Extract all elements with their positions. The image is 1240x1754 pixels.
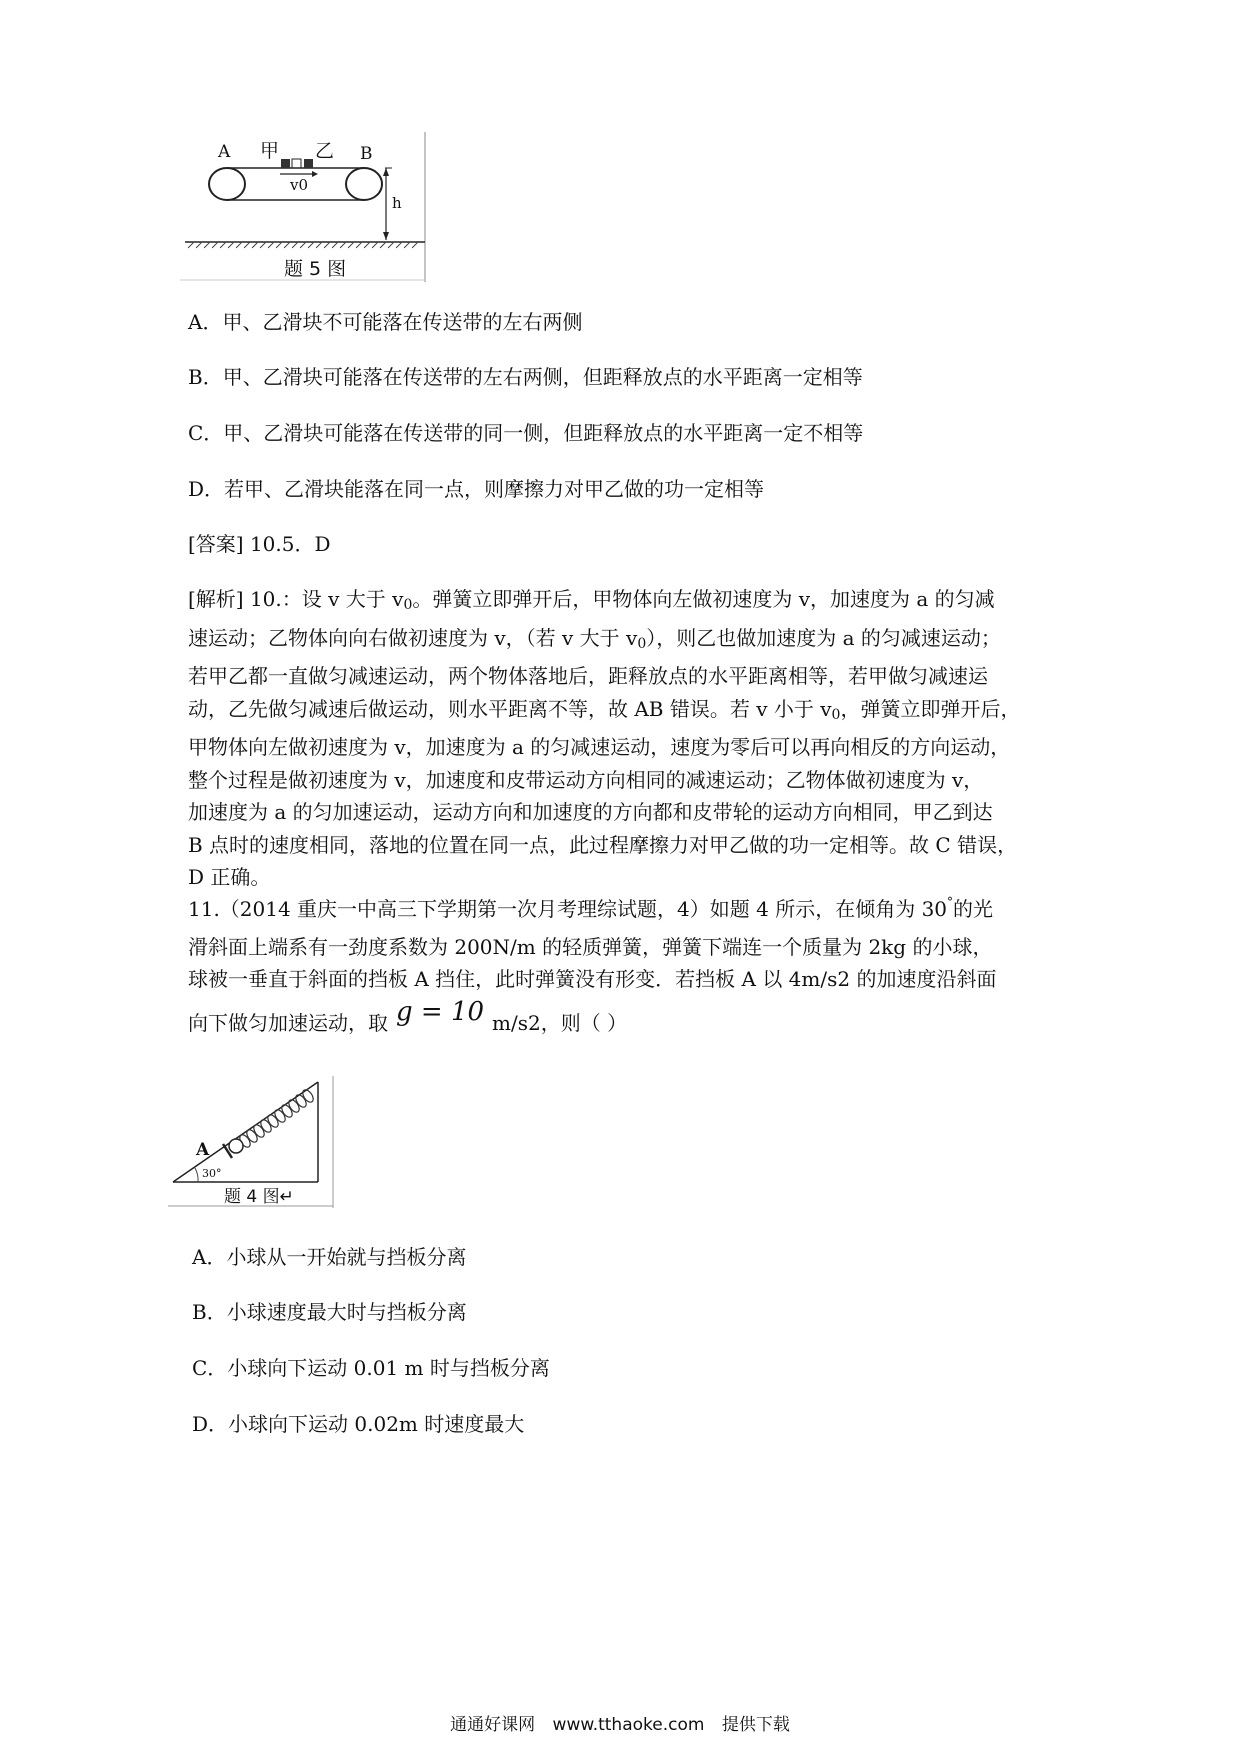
q10-option-d: D．若甲、乙滑块能落在同一点，则摩擦力对甲乙做的功一定相等 [188,477,765,501]
analysis-line: B 点时的速度相同，落地的位置在同一点，此过程摩擦力对甲乙做的功一定相等。故 C 错误， [188,832,1018,857]
answer: [答案] 10.5．D [188,532,331,556]
label-h: h [392,194,402,212]
footer-site-name: 通通好课网 [450,1715,536,1735]
q11-line-2: 滑斜面上端系有一劲度系数为 200N/m 的轻质弹簧，弹簧下端连一个质量为 2kg 的小球， [188,935,993,959]
footer-url[interactable]: www.tthaoke.com [552,1715,705,1735]
q11-line-3: 球被一垂直于斜面的挡板 A 挡住，此时弹簧没有形变．若挡板 A 以 4m/s2 的加速度沿斜面 [188,967,997,991]
label-yi: 乙 [315,140,335,162]
q11-option-b: B．小球速度最大时与挡板分离 [192,1300,467,1324]
q11-option-d: D．小球向下运动 0.02m 时速度最大 [192,1412,525,1436]
label-a-board: A [196,1140,210,1160]
figure-5 [180,132,430,282]
analysis-line: 加速度为 a 的匀加速运动，运动方向和加速度的方向都和皮带轮的运动方向相同，甲乙到达 [188,800,993,824]
g-formula: g = 10 [396,997,485,1027]
label-v0: v0 [290,176,309,194]
q11-line-1: 11.（2014 重庆一中高三下学期第一次月考理综试题，4）如题 4 所示，在倾角为 30°的光 [188,895,994,921]
analysis-line: 整个过程是做初速度为 v，加速度和皮带运动方向相同的减速运动；乙物体做初速度为 v， [188,767,984,792]
figure-4 [168,1074,338,1208]
footer-download: 提供下载 [721,1715,790,1735]
analysis-line: [解析] 10.：设 v 大于 $v_0$。弹簧立即弹开后，甲物体向左做初速度为 v，加速度为 a 的匀减 [188,587,995,613]
analysis-line: 甲物体向左做初速度为 v，加速度为 a 的匀减速运动，速度为零后可以再向相反的方向运动， [188,735,1011,759]
analysis-line: D 正确。 [188,865,271,889]
page-footer [0,1710,1240,1735]
figure-5-caption: 题 5 图 [284,258,347,280]
label-jia: 甲 [260,140,280,162]
analysis-line: 若甲乙都一直做匀减速运动，两个物体落地后，距释放点的水平距离相等，若甲做匀减速运 [188,664,988,688]
analysis [188,583,1068,894]
q10-option-b: B．甲、乙滑块可能落在传送带的左右两侧，但距释放点的水平距离一定相等 [188,365,863,389]
q10-option-c: C．甲、乙滑块可能落在传送带的同一侧，但距释放点的水平距离一定不相等 [188,421,864,445]
analysis-line: 动，乙先做匀减速后做运动，则水平距离不等，故 AB 错误。若 v 小于 $v_0$，弹簧立即弹开后， [188,696,1021,723]
label-b: B [360,144,373,164]
q11-option-c: C．小球向下运动 0.01 m 时与挡板分离 [192,1356,550,1380]
q11-line-4: 向下做匀加速运动，取 g = 10 m/s2，则（ ） [188,997,628,1035]
figure-4-caption: 题 4 图↵ [224,1187,294,1207]
q11-option-a: A．小球从一开始就与挡板分离 [192,1245,467,1269]
q10-option-a: A．甲、乙滑块不可能落在传送带的左右两侧 [188,310,583,334]
angle-label: 30° [202,1167,222,1180]
analysis-line: 速运动；乙物体向向右做初速度为 v，（若 v 大于 $v_0$），则乙也做加速度为 a 的匀减速运动； [188,625,1001,652]
label-a: A [218,142,231,162]
